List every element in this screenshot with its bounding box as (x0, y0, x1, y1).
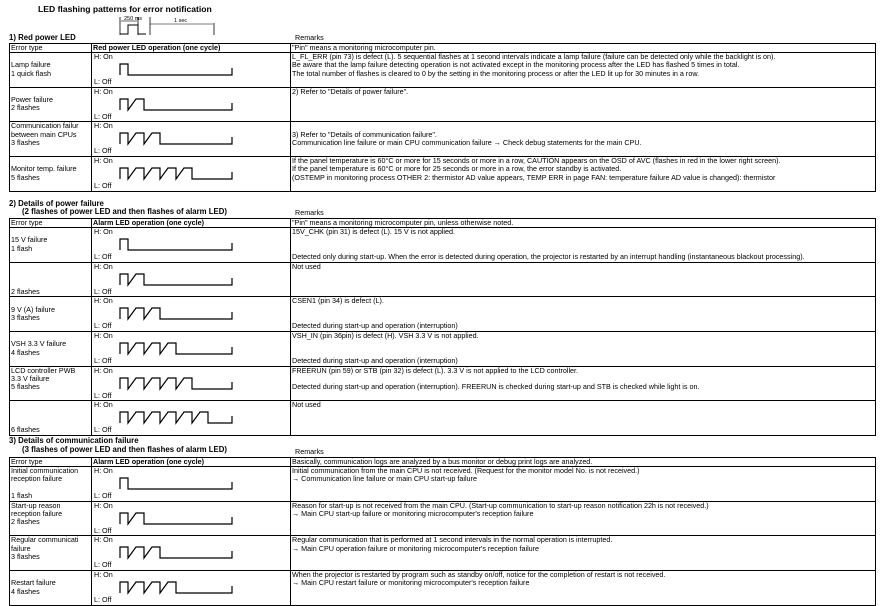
error-type-line: Power failure (11, 95, 53, 105)
led-waveform-cell (92, 536, 291, 571)
high-on-label: H: On (94, 52, 113, 61)
remark-line: When the projector is restarted by program such as standby on/off, notice for the completion of restart is not received. (292, 570, 666, 579)
remark-line: If the panel temperature is 60°C or more for 25 seconds or more in a row, the error standby is activated. (292, 164, 622, 174)
error-type-cell (10, 401, 92, 436)
led-waveform (92, 157, 290, 190)
led-waveform-cell (92, 297, 291, 332)
section-1-heading: 1) Red power LED (9, 33, 76, 42)
section-2-remarks-label: Remarks (295, 208, 324, 217)
led-waveform (92, 536, 290, 569)
error-type-line: 15 V failure (11, 235, 48, 245)
remark-line: Detected during start-up and operation (interruption). FREERUN is checked during start-up and STB is checked while light is on. (292, 382, 700, 392)
led-waveform (92, 122, 290, 155)
pulse-trace (120, 412, 232, 423)
col-led-operation: Red power LED operation (one cycle) (92, 44, 291, 53)
low-off-label: L: Off (94, 356, 112, 366)
high-on-label: H: On (94, 400, 113, 410)
error-type-line (11, 147, 90, 155)
table-body (10, 219, 876, 436)
timing-diagram (114, 13, 224, 39)
error-type-cell (10, 87, 92, 122)
remarks-cell (291, 501, 876, 536)
led-waveform-cell (92, 228, 291, 263)
remark-line: → Communication line failure or main CPU start-up failure (292, 474, 477, 484)
pulse-trace (120, 343, 232, 354)
error-type-line: 5 flashes (11, 172, 40, 182)
remark-line: Not used (292, 262, 321, 271)
table-row (10, 331, 876, 366)
low-off-label: L: Off (94, 111, 112, 121)
col-led-operation: Alarm LED operation (one cycle) (92, 219, 291, 228)
table-row (10, 401, 876, 436)
error-type-line: 1 flash (11, 243, 33, 253)
high-on-label: H: On (94, 366, 113, 375)
remark-line: The total number of flashes is cleared to 0 by the setting in the monitoring process or after the LED lit up for 30 minutes in a row. (292, 68, 700, 78)
remark-line: FREERUN (pin 59) or STB (pin 32) is defect (L). 3.3 V is not applied to the LCD controller. (292, 366, 579, 375)
table-row (10, 501, 876, 536)
table-header-row (10, 219, 876, 228)
remarks-cell (291, 331, 876, 366)
remark-line: (OSTEMP in monitoring process OTHER 2: thermistor AD value appears, TEMP ERR in page FAN: temperature failure AD value is changed): thermistor (292, 172, 776, 182)
col-remarks: Basically, communication logs are analyzed by a bus monitor or debug print logs are analyzed. (291, 458, 876, 467)
table-row (10, 53, 876, 88)
pulse-trace (120, 547, 232, 558)
led-waveform (92, 502, 290, 535)
error-type-line: Regular communicati (11, 535, 79, 545)
table-row (10, 87, 876, 122)
error-type-line: Monitor temp. failure (11, 164, 77, 174)
low-off-label: L: Off (94, 390, 112, 400)
high-on-label: H: On (94, 227, 113, 236)
remark-line: → Main CPU operation failure or monitoring microcomputer's reception failure (292, 543, 540, 553)
error-type-line (11, 527, 90, 535)
table-row (10, 297, 876, 332)
table-row (10, 262, 876, 297)
led-waveform (92, 571, 290, 604)
low-off-label: L: Off (94, 77, 112, 87)
error-type-line: between main CPUs (11, 129, 77, 139)
low-off-label: L: Off (94, 252, 112, 262)
section-2-heading: 2) Details of power failure (9, 199, 104, 208)
remark-line: Not used (292, 400, 321, 410)
error-type-line (11, 113, 90, 121)
remark-line: VSH_IN (pin 36pin) is defect (H). VSH 3.3 V is not applied. (292, 331, 479, 340)
led-waveform-cell (92, 401, 291, 436)
pulse-trace (120, 513, 232, 524)
section-1-remarks-label: Remarks (295, 33, 324, 42)
led-waveform-cell (92, 156, 291, 191)
remark-line: Regular communication that is performed at 1 second intervals in the normal operation is interrupted. (292, 535, 613, 545)
remarks-cell (291, 366, 876, 401)
low-off-label: L: Off (94, 560, 112, 570)
low-off-label: L: Off (94, 425, 112, 435)
remark-line: 3) Refer to "Details of communication failure". (292, 129, 437, 139)
error-type-cell (10, 536, 92, 571)
error-type-line: 4 flashes (11, 586, 40, 596)
high-on-label: H: On (94, 156, 113, 165)
led-waveform-cell (92, 122, 291, 157)
table-row (10, 366, 876, 401)
timing-pulse-label: 250 ms (124, 16, 143, 22)
error-type-line: reception failure (11, 509, 63, 519)
high-on-label: H: On (94, 501, 113, 510)
col-error-type: Error type (10, 44, 92, 53)
table-body (10, 44, 876, 192)
section-3-remarks-label: Remarks (295, 447, 324, 456)
low-off-label: L: Off (94, 525, 112, 535)
pulse-trace (120, 274, 232, 285)
error-type-line (11, 392, 90, 400)
remark-line (292, 306, 874, 314)
table-row (10, 570, 876, 605)
remark-line: Be aware that the lamp failure detecting operation is not activated except in the monitoring process after the LED has flashed 5 times in total. (292, 60, 740, 70)
error-type-line: 2 flashes (11, 286, 40, 296)
low-off-label: L: Off (94, 181, 112, 191)
error-type-line (11, 253, 90, 261)
error-type-line (11, 182, 90, 190)
remark-line: → Main CPU start-up failure or monitoring microcomputer's reception failure (292, 509, 534, 519)
table-row (10, 122, 876, 157)
timing-period-label: 1 sec (174, 18, 188, 24)
remarks-cell (291, 228, 876, 263)
pulse-trace (120, 582, 232, 593)
pulse-trace (120, 99, 232, 110)
led-waveform-cell (92, 501, 291, 536)
table-row (10, 536, 876, 571)
table-row (10, 228, 876, 263)
remarks-cell (291, 467, 876, 502)
led-waveform-cell (92, 331, 291, 366)
error-type-line: 2 flashes (11, 517, 40, 527)
led-waveform (92, 263, 290, 296)
error-type-line: 5 flashes (11, 382, 40, 392)
remark-line: 2) Refer to "Details of power failure". (292, 87, 409, 96)
error-type-cell (10, 331, 92, 366)
error-type-line (11, 263, 90, 271)
error-type-line (11, 78, 90, 86)
error-type-line (11, 271, 90, 279)
pulse-trace (120, 239, 232, 250)
error-type-cell (10, 122, 92, 157)
remark-line (292, 340, 874, 348)
error-type-cell (10, 366, 92, 401)
error-type-line (11, 410, 90, 418)
remark-line: Detected during start-up and operation (interruption) (292, 321, 458, 331)
error-type-cell (10, 570, 92, 605)
pulse-trace (120, 478, 232, 489)
high-on-label: H: On (94, 570, 113, 579)
high-on-label: H: On (94, 121, 113, 131)
col-error-type: Error type (10, 219, 92, 228)
error-type-line: 6 flashes (11, 425, 40, 435)
section-3-subheading: (3 flashes of power LED and then flashes of alarm LED) (22, 445, 227, 454)
remarks-cell (291, 53, 876, 88)
led-waveform (92, 332, 290, 365)
led-waveform-cell (92, 53, 291, 88)
page-title: LED flashing patterns for error notification (38, 4, 212, 14)
error-type-line: LCD controller PWB (11, 366, 76, 375)
led-waveform (92, 367, 290, 400)
error-type-line (11, 596, 90, 604)
pulse-trace (120, 308, 232, 319)
high-on-label: H: On (94, 535, 113, 545)
col-error-type: Error type (10, 458, 92, 467)
remarks-cell (291, 297, 876, 332)
led-waveform (92, 88, 290, 121)
led-waveform (92, 467, 290, 500)
power-failure-table (9, 218, 876, 436)
remark-line: If the panel temperature is 60°C or more for 15 seconds or more in a row, CAUTION appears on the OSD of AVC (flashes in red in the lower right screen). (292, 156, 781, 165)
error-type-cell (10, 467, 92, 502)
pulse-trace (120, 168, 232, 179)
error-type-cell (10, 297, 92, 332)
remark-line: Detected during start-up and operation (interruption) (292, 356, 458, 366)
remark-line: CSEN1 (pin 34) is defect (L). (292, 296, 384, 306)
high-on-label: H: On (94, 87, 113, 96)
error-type-line: Communication failur (11, 121, 79, 131)
remark-line: → Main CPU restart failure or monitoring microcomputer's reception failure (292, 578, 530, 588)
table-body (10, 458, 876, 606)
low-off-label: L: Off (94, 321, 112, 331)
led-waveform (92, 297, 290, 330)
led-waveform (92, 401, 290, 434)
error-type-line: Initial communication (11, 466, 79, 475)
error-type-line: Restart failure (11, 578, 56, 588)
section-2-subheading: (2 flashes of power LED and then flashes of alarm LED) (22, 207, 227, 216)
error-type-line: 3.3 V failure (11, 373, 50, 383)
remarks-cell (291, 570, 876, 605)
error-type-cell (10, 262, 92, 297)
error-type-cell (10, 501, 92, 536)
led-waveform-cell (92, 87, 291, 122)
error-type-line: 9 V (A) failure (11, 304, 55, 314)
pulse-trace (120, 378, 232, 389)
table-row (10, 156, 876, 191)
high-on-label: H: On (94, 331, 113, 340)
error-type-line: 1 flash (11, 491, 33, 501)
error-type-line: Lamp failure (11, 60, 51, 70)
high-on-label: H: On (94, 296, 113, 306)
high-on-label: H: On (94, 466, 113, 475)
led-waveform-cell (92, 262, 291, 297)
remark-line: Detected only during start-up. When the error is detected during operation, the projector is restarted by an interrupt handling (instantaneous blackout processing). (292, 252, 805, 262)
remark-line: L_FL_ERR (pin 73) is defect (L). 5 sequential flashes at 1 second intervals indicate a lamp failure (failure can be detected only while the backlight is on). (292, 52, 776, 61)
error-type-line (11, 322, 90, 330)
low-off-label: L: Off (94, 286, 112, 296)
remarks-cell (291, 536, 876, 571)
section-3-heading: 3) Details of communication failure (9, 436, 139, 445)
error-type-line: 4 flashes (11, 347, 40, 357)
error-type-cell (10, 156, 92, 191)
col-led-operation: Alarm LED operation (one cycle) (92, 458, 291, 467)
led-waveform-cell (92, 467, 291, 502)
remarks-cell (291, 401, 876, 436)
error-type-cell (10, 228, 92, 263)
remarks-cell (291, 87, 876, 122)
table-header-row (10, 44, 876, 53)
remarks-cell (291, 262, 876, 297)
remarks-cell (291, 122, 876, 157)
remark-line: Communication line failure or main CPU communication failure → Check debug statements for the main CPU. (292, 138, 642, 148)
remark-line: 15V_CHK (pin 31) is defect (L). 15 V is not applied. (292, 227, 456, 236)
error-type-line (11, 357, 90, 365)
led-waveform-cell (92, 570, 291, 605)
error-type-line (11, 561, 90, 569)
error-type-line: 2 flashes (11, 103, 40, 113)
remark-line: Reason for start-up is not received from the main CPU. (Start-up communication to start-up reason notification 22h is not received.) (292, 501, 709, 510)
error-type-line: failure (11, 543, 31, 553)
error-type-cell (10, 53, 92, 88)
col-remarks: "Pin" means a monitoring microcomputer pin. (291, 44, 876, 53)
error-type-line: reception failure (11, 474, 63, 484)
low-off-label: L: Off (94, 491, 112, 501)
error-type-line: VSH 3.3 V failure (11, 339, 67, 349)
error-type-line: 3 flashes (11, 138, 40, 148)
low-off-label: L: Off (94, 595, 112, 605)
table-header-row (10, 458, 876, 467)
error-type-line: 3 flashes (11, 552, 40, 562)
high-on-label: H: On (94, 262, 113, 271)
red-power-led-table (9, 43, 876, 192)
error-type-line: 3 flashes (11, 313, 40, 323)
table-row (10, 467, 876, 502)
low-off-label: L: Off (94, 146, 112, 156)
communication-failure-table (9, 457, 876, 606)
led-waveform (92, 53, 290, 86)
pulse-trace (120, 133, 232, 144)
error-type-line (11, 401, 90, 409)
pulse-trace (120, 64, 232, 75)
remarks-cell (291, 156, 876, 191)
error-type-line: Start-up reason (11, 501, 61, 510)
error-type-line: 1 quick flash (11, 68, 51, 78)
remark-line (292, 236, 874, 244)
led-waveform-cell (92, 366, 291, 401)
col-remarks: "Pin" means a monitoring microcomputer pin, unless otherwise noted. (291, 219, 876, 228)
remark-line: Initial communication from the main CPU is not received. (Request for the monitor model No. is not received.) (292, 466, 640, 475)
led-waveform (92, 228, 290, 261)
